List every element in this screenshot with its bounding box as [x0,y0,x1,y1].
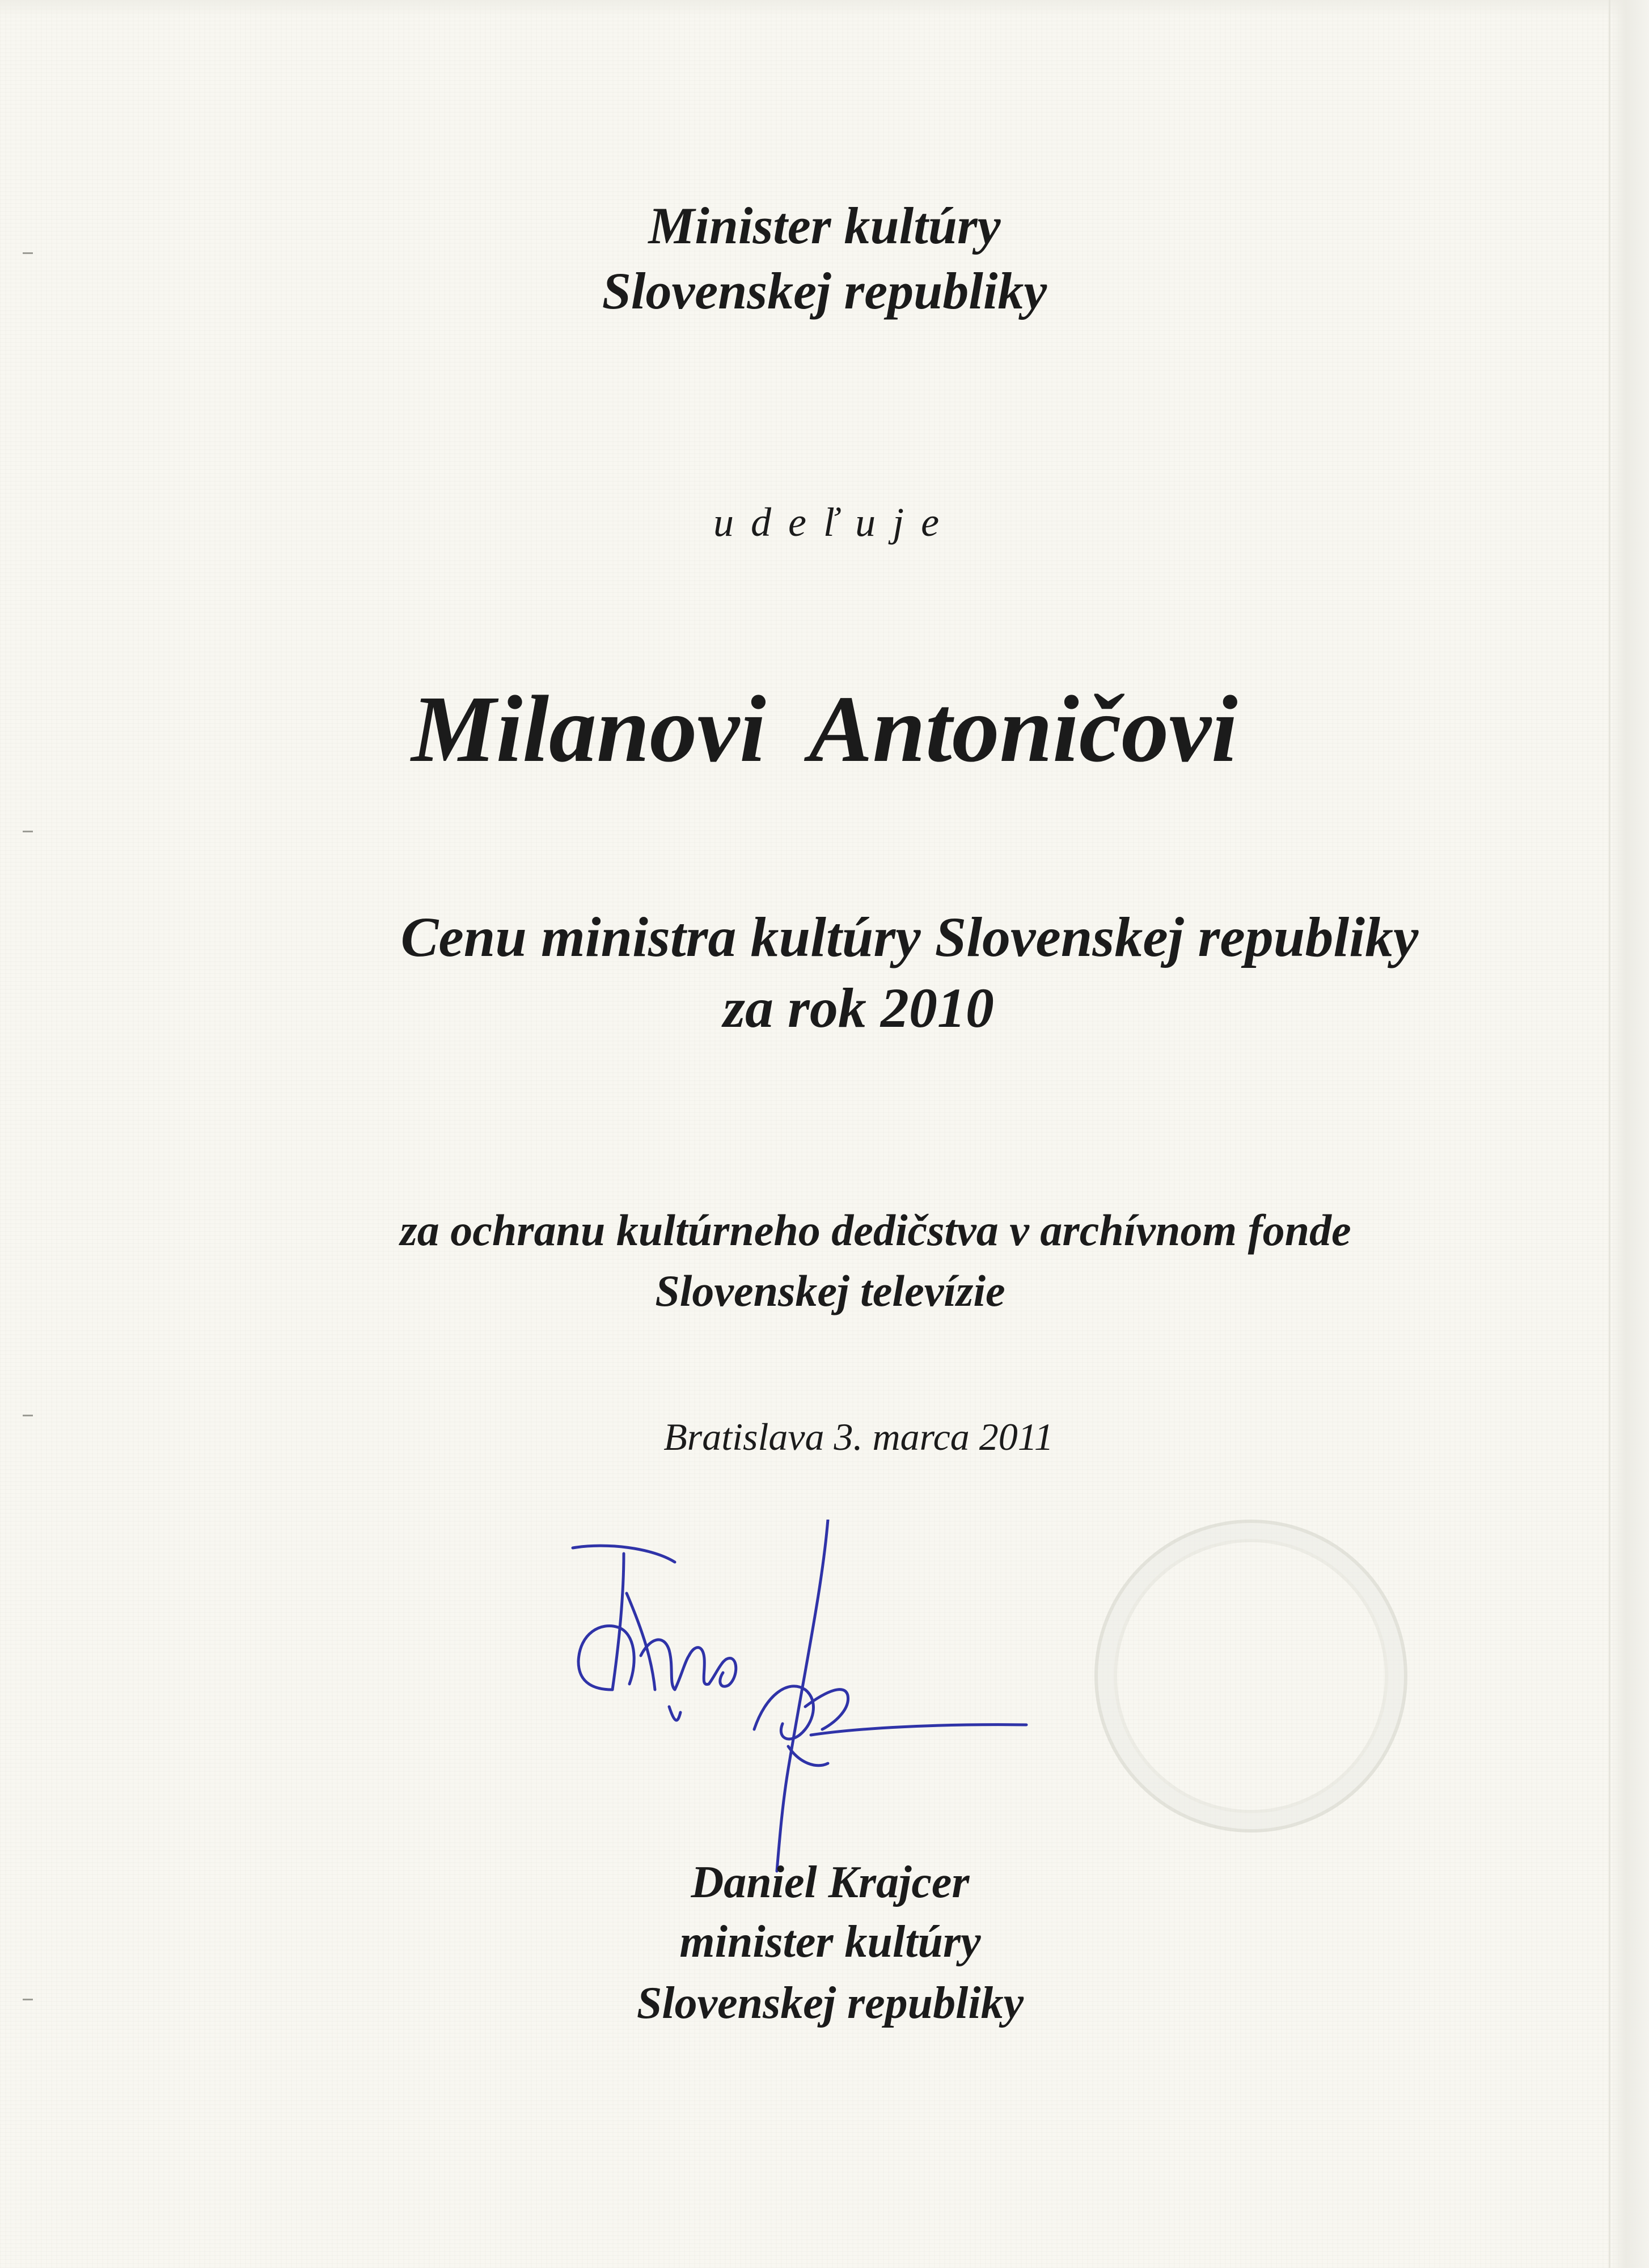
signatory-country: Slovenskej republiky [636,1978,1024,2028]
scan-edge-top [0,0,1649,17]
signatory-role: minister kultúry [679,1917,981,1967]
issuer-line-2: Slovenskej republiky [602,262,1047,320]
handwritten-signature [539,1520,1072,1882]
award-reason-line-1: za ochranu kultúrneho dedičstva v archívnom fonde [400,1205,1351,1255]
grants-word: udeľuje [713,500,957,545]
embossed-seal [1094,1520,1407,1833]
issuer-line-1: Minister kultúry [648,197,1001,255]
award-title-line-2: za rok 2010 [723,976,994,1039]
signatory-name: Daniel Krajcer [691,1857,970,1907]
scan-mark [23,831,33,832]
place-and-date: Bratislava 3. marca 2011 [663,1415,1054,1458]
award-title-line-1: Cenu ministra kultúry Slovenskej republiky [400,905,1419,968]
award-reason-line-2: Slovenskej televízie [655,1266,1005,1315]
recipient-name: Milanovi Antoničovi [411,676,1238,782]
scan-mark [23,1415,33,1416]
